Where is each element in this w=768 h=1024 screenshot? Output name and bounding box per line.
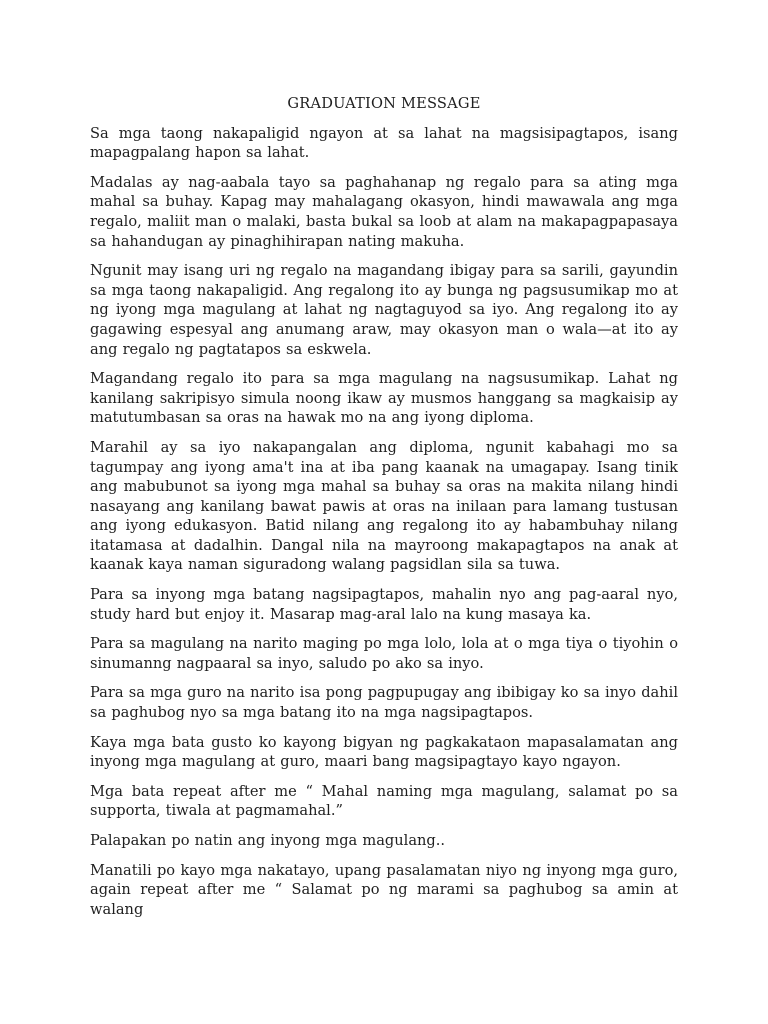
paragraph-parents-gift: Magandang regalo ito para sa mga magulang na nagsusumikap. Lahat ng kanilang sakripisyo simula noong ikaw ay musmos hanggang sa magkaisip ay matutumbasan sa oras na hawak mo na ang iyong diploma. <box>90 370 678 427</box>
paragraph-stand-up: Kaya mga bata gusto ko kayong bigyan ng pagkakataon mapasalamatan ang inyong mga magulang at guro, maari bang magsipagtayo kayo ngayon. <box>90 733 678 771</box>
paragraph-repeat-teachers: Manatili po kayo mga nakatayo, upang pasalamatan niyo ng inyong mga guro, again repeat after me “ Salamat po ng marami sa paghubog sa amin at walang <box>90 861 678 918</box>
paragraph-applause: Palapakan po natin ang inyong mga magulang.. <box>90 832 446 849</box>
paragraph-graduates: Para sa inyong mga batang nagsipagtapos, mahalin nyo ang pag-aaral nyo, study hard but enjoy it. Masarap mag-aral lalo na kung masaya ka. <box>90 586 678 623</box>
paragraph-gift-search: Madalas ay nag-aabala tayo sa paghahanap ng regalo para sa ating mga mahal sa buhay. Kapag may mahalagang okasyon, hindi mawawala ang mga regalo, maliit man o malaki, basta bukal sa loob at alam na makapagpapasaya sa hahandugan ay pinaghihirapan nating makuha. <box>90 173 678 250</box>
paragraph-teachers: Para sa mga guro na narito isa pong pagpupugay ang ibibigay ko sa inyo dahil sa paghubog nyo sa mga batang ito na mga nagsipagtapos. <box>90 684 678 722</box>
paragraph-repeat-parents: Mga bata repeat after me “ Mahal naming mga magulang, salamat po sa supporta, tiwala at pagmamahal.” <box>90 782 678 820</box>
paragraph-diploma: Marahil ay sa iyo nakapangalan ang diploma, ngunit kabahagi mo sa tagumpay ang iyong ama't ina at iba pang kaanak na umagapay. Isang tinik ang mabubunot sa iyong mga mahal sa buhay sa oras na makita nilang hindi nasayang ang kanilang bawat pawis at oras na inilaan para lamang tustusan ang iyong edukasyon. Batid nilang ang regalong ito ay habambuhay nilang itatamasa at dadalhin. Dangal nila na mayroong makapagtapos na anak at kaanak kaya naman siguradong walang pagsidlan sila sa tuwa. <box>90 438 678 574</box>
paragraph-parents-salute: Para sa magulang na narito maging po mga lolo, lola at o mga tiya o tiyohin o sinumanng nagpaaral sa inyo, saludo po ako sa inyo. <box>90 635 678 672</box>
document-title: GRADUATION MESSAGE <box>287 95 481 112</box>
document-body <box>90 94 678 929</box>
paragraph-special-gift: Ngunit may isang uri ng regalo na magandang ibigay para sa sarili, gayundin sa mga taong nakapaligid. Ang regalong ito ay bunga ng pagsusumikap mo at ng iyong mga magulang at lahat ng nagtaguyod sa iyo. Ang regalong ito ay gagawing espesyal ang anumang araw, may okasyon man o wala—at ito ay ang regalo ng pagtatapos sa eskwela. <box>90 262 678 358</box>
paragraph-greeting: Sa mga taong nakapaligid ngayon at sa lahat na magsisipagtapos, isang mapagpalang hapon sa lahat. <box>90 124 678 162</box>
